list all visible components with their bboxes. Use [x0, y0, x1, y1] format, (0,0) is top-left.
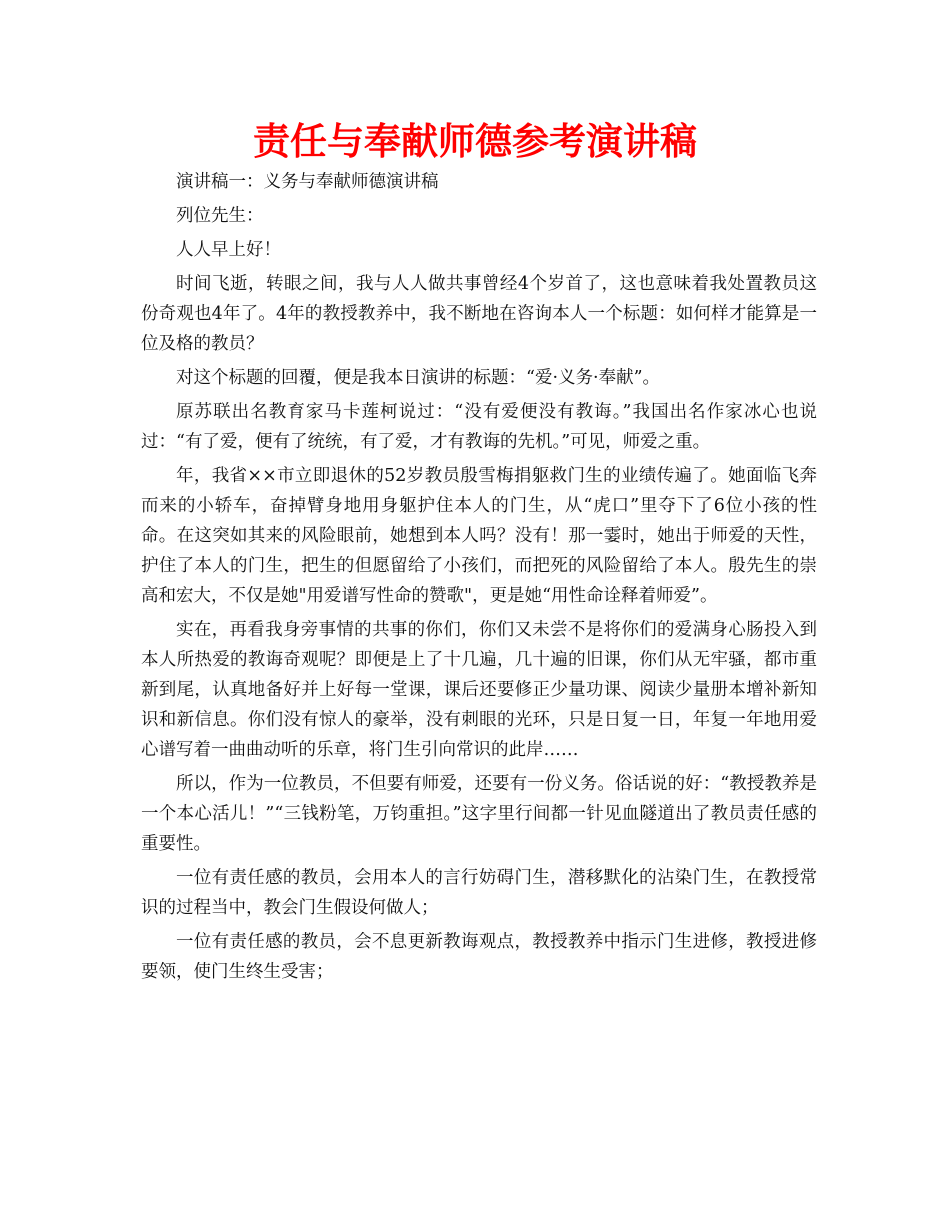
- paragraph: 人人早上好！: [176, 240, 281, 260]
- paragraph: 年，我省××市立即退休的52岁教员殷雪梅捐躯救门生的业绩传遍了。她面临飞奔而来的小轿车，奋掉臂身地用身躯护住本人的门生，从“虎口”里夺下了6位小孩的性命。在这突如其来的风险眼前，她想到本人吗？没有！那一霎时，她出于师爱的天性，护住了本人的门生，把生的但愿留给了小孩们，而把死的风险留给了本人。殷先生的崇高和宏大，不仅是她"用爱谱写性命的赞歌"，更是她“用性命诠释着师爱”。: [141, 466, 817, 606]
- paragraph: 对这个标题的回覆，便是我本日演讲的标题：“爱·义务·奉献”。: [176, 368, 661, 388]
- paragraph: 演讲稿一：义务与奉献师德演讲稿: [176, 172, 439, 192]
- paragraph: 列位先生：: [176, 206, 264, 226]
- paragraph: 时间飞逝，转眼之间，我与人人做共事曾经4个岁首了，这也意味着我处置教员这份奇观也4年了。4年的教授教养中，我不断地在咨询本人一个标题：如何样才能算是一位及格的教员？: [141, 274, 817, 354]
- paragraph: 一位有责任感的教员，会不息更新教诲观点，教授教养中指示门生进修，教授进修要领，使门生终生受害；: [141, 932, 817, 982]
- paragraph: 实在，再看我身旁事情的共事的你们，你们又未尝不是将你们的爱满身心肠投入到本人所热爱的教诲奇观呢？即便是上了十几遍，几十遍的旧课，你们从无牢骚，都市重新到尾，认真地备好并上好每一堂课，课后还要修正少量功课、阅读少量册本增补新知识和新信息。你们没有惊人的豪举，没有刺眼的光环，只是日复一日，年复一年地用爱心谱写着一曲曲动听的乐章，将门生引向常识的此岸……: [141, 620, 817, 760]
- document-title: 责任与奉献师德参考演讲稿: [253, 120, 697, 163]
- paragraph: 一位有责任感的教员，会用本人的言行妨碍门生，潜移默化的沾染门生，在教授常识的过程当中，教会门生假设何做人；: [141, 868, 817, 918]
- document-body: [141, 167, 817, 991]
- paragraph: 所以，作为一位教员，不但要有师爱，还要有一份义务。俗话说的好：“教授教养是一个本心活儿！”“三钱粉笔，万钧重担。”这字里行间都一针见血隧道出了教员责任感的重要性。: [141, 774, 817, 854]
- paragraph: 原苏联出名教育家马卡莲柯说过：“没有爱便没有教诲。”我国出名作家冰心也说过：“有了爱，便有了统统，有了爱，才有教诲的先机。”可见，师爱之重。: [141, 402, 817, 452]
